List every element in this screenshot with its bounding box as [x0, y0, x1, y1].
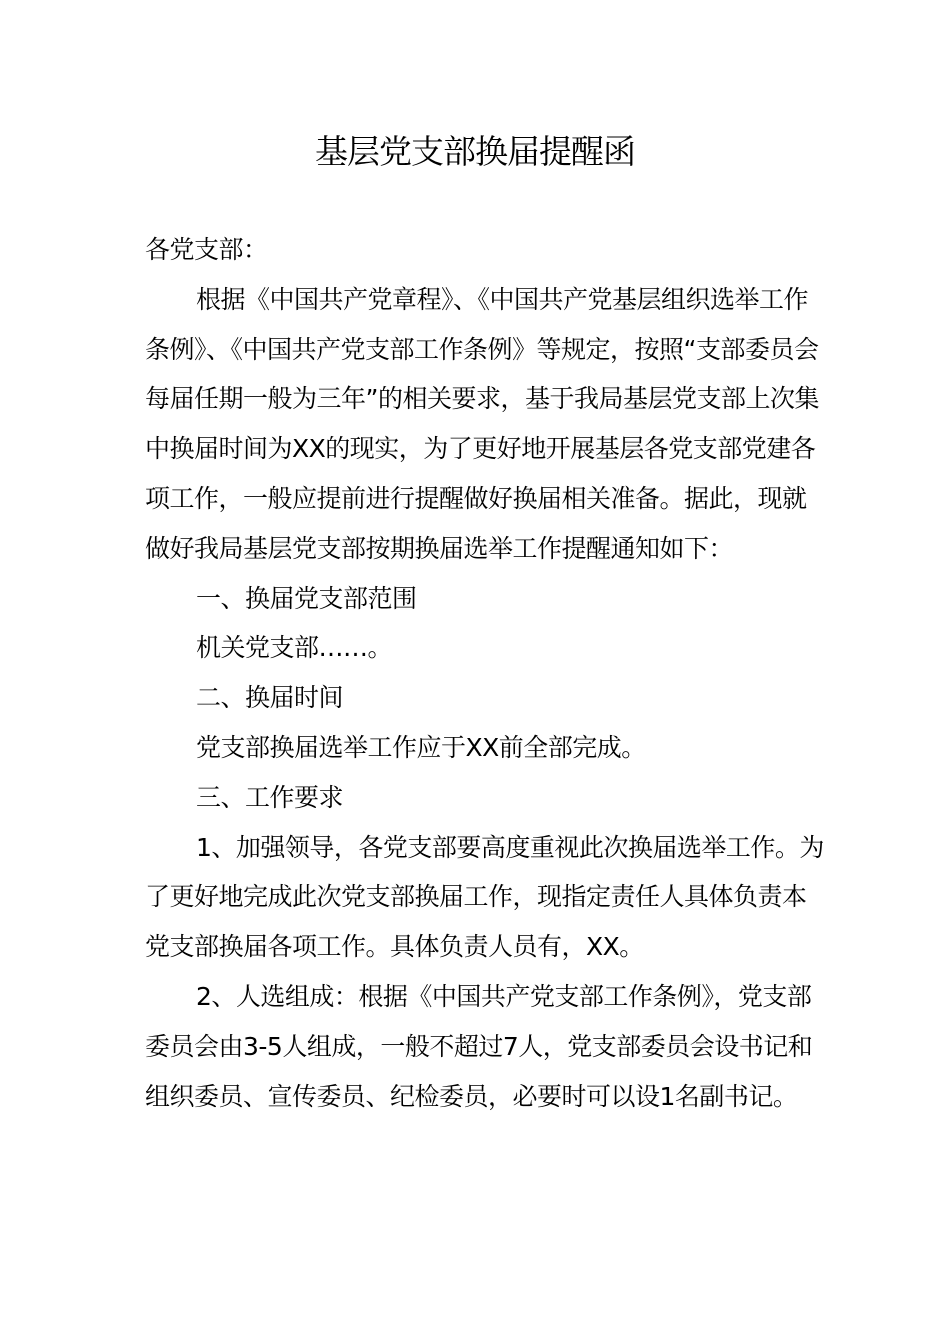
intro-paragraph: 根据《中国共产党章程》、《中国共产党基层组织选举工作条例》、《中国共产党支部工作条例》等规定，按照“支部委员会每届任期一般为三年”的相关要求，基于我局基层党支部上次集中换届时间为XX的现实，为了更好地开展基层各党支部党建各项工作，一般应提前进行提醒做好换届相关准备。据此，现就做好我局基层党支部按期换届选举工作提醒通知如下： [145, 284, 819, 563]
salutation: 各党支部： [145, 235, 268, 264]
section2-heading: 二、换届时间 [196, 683, 344, 713]
document-title: 基层党支部换届提醒函 [315, 132, 635, 171]
document-body [145, 225, 825, 1121]
section3-heading: 三、工作要求 [196, 782, 344, 812]
section1-heading: 一、换届党支部范围 [196, 583, 417, 613]
requirement-item-2: 2、人选组成：根据《中国共产党支部工作条例》，党支部委员会由3-5人组成，一般不超过7人，党支部委员会设书记和组织委员、宣传委员、纪检委员，必要时可以设1名副书记。 [145, 981, 813, 1111]
section2-body: 党支部换届选举工作应于XX前全部完成。 [196, 732, 646, 762]
requirement-item-1: 1、加强领导，各党支部要高度重视此次换届选举工作。为了更好地完成此次党支部换届工作，现指定责任人具体负责本党支部换届各项工作。具体负责人员有，XX。 [145, 832, 824, 962]
section1-body: 机关党支部……。 [196, 633, 393, 663]
